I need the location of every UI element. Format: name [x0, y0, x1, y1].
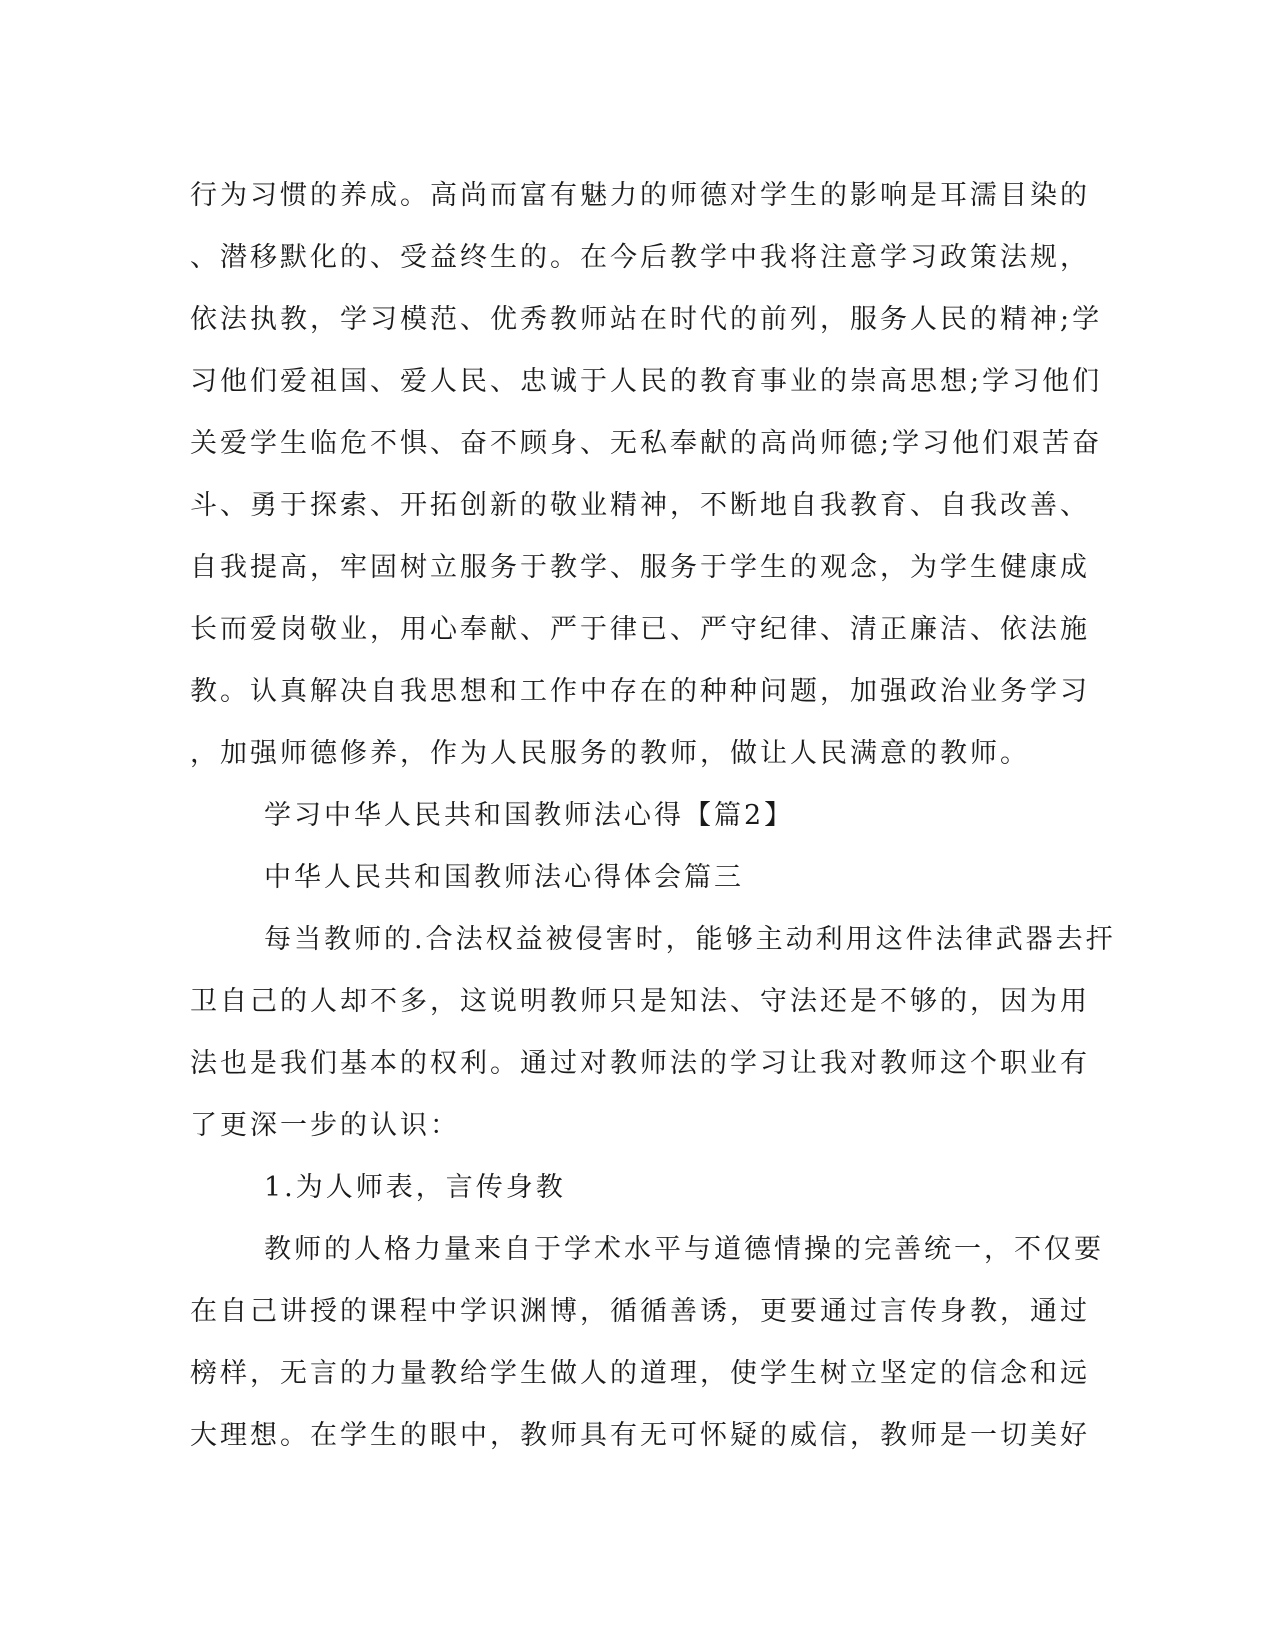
text-line: 依法执教，学习模范、优秀教师站在时代的前列，服务人民的精神;学 [190, 304, 1103, 335]
text-line: 卫自己的人却不多，这说明教师只是知法、守法还是不够的，因为用 [190, 986, 1090, 1017]
text-line: 长而爱岗敬业，用心奉献、严于律已、严守纪律、清正廉洁、依法施 [190, 614, 1090, 645]
text-line: 行为习惯的养成。高尚而富有魅力的师德对学生的影响是耳濡目染的 [190, 180, 1090, 211]
text-line: 自我提高，牢固树立服务于教学、服务于学生的观念，为学生健康成 [190, 552, 1090, 583]
section-heading: 学习中华人民共和国教师法心得【篇2】 [264, 800, 795, 831]
text-line: 教。认真解决自我思想和工作中存在的种种问题，加强政治业务学习 [190, 676, 1090, 707]
text-line: 法也是我们基本的权利。通过对教师法的学习让我对教师这个职业有 [190, 1048, 1090, 1079]
text-line: 关爱学生临危不惧、奋不顾身、无私奉献的高尚师德;学习他们艰苦奋 [190, 428, 1103, 459]
text-line: 大理想。在学生的眼中，教师具有无可怀疑的威信，教师是一切美好 [190, 1420, 1090, 1451]
paragraph-1 [190, 165, 1103, 785]
list-item: 1.为人师表，言传身教 [264, 1172, 566, 1203]
document-body [190, 165, 1116, 1467]
text-line: ，加强师德修养，作为人民服务的教师，做让人民满意的教师。 [190, 738, 1030, 769]
text-line: 了更深一步的认识： [190, 1110, 460, 1141]
text-line: 教师的人格力量来自于学术水平与道德情操的完善统一，不仅要 [264, 1234, 1104, 1265]
text-line: 榜样，无言的力量教给学生做人的道理，使学生树立坚定的信念和远 [190, 1358, 1090, 1389]
section-subheading: 中华人民共和国教师法心得体会篇三 [264, 862, 744, 893]
text-line: 在自己讲授的课程中学识渊博，循循善诱，更要通过言传身教，通过 [190, 1296, 1090, 1327]
paragraph-2 [190, 909, 1116, 1157]
text-line: 斗、勇于探索、开拓创新的敬业精神，不断地自我教育、自我改善、 [190, 490, 1090, 521]
text-line: 每当教师的.合法权益被侵害时，能够主动利用这件法律武器去扞 [264, 924, 1116, 955]
text-line: 、潜移默化的、受益终生的。在今后教学中我将注意学习政策法规， [190, 242, 1090, 273]
text-line: 习他们爱祖国、爱人民、忠诚于人民的教育事业的崇高思想;学习他们 [190, 366, 1103, 397]
paragraph-3 [190, 1219, 1104, 1467]
